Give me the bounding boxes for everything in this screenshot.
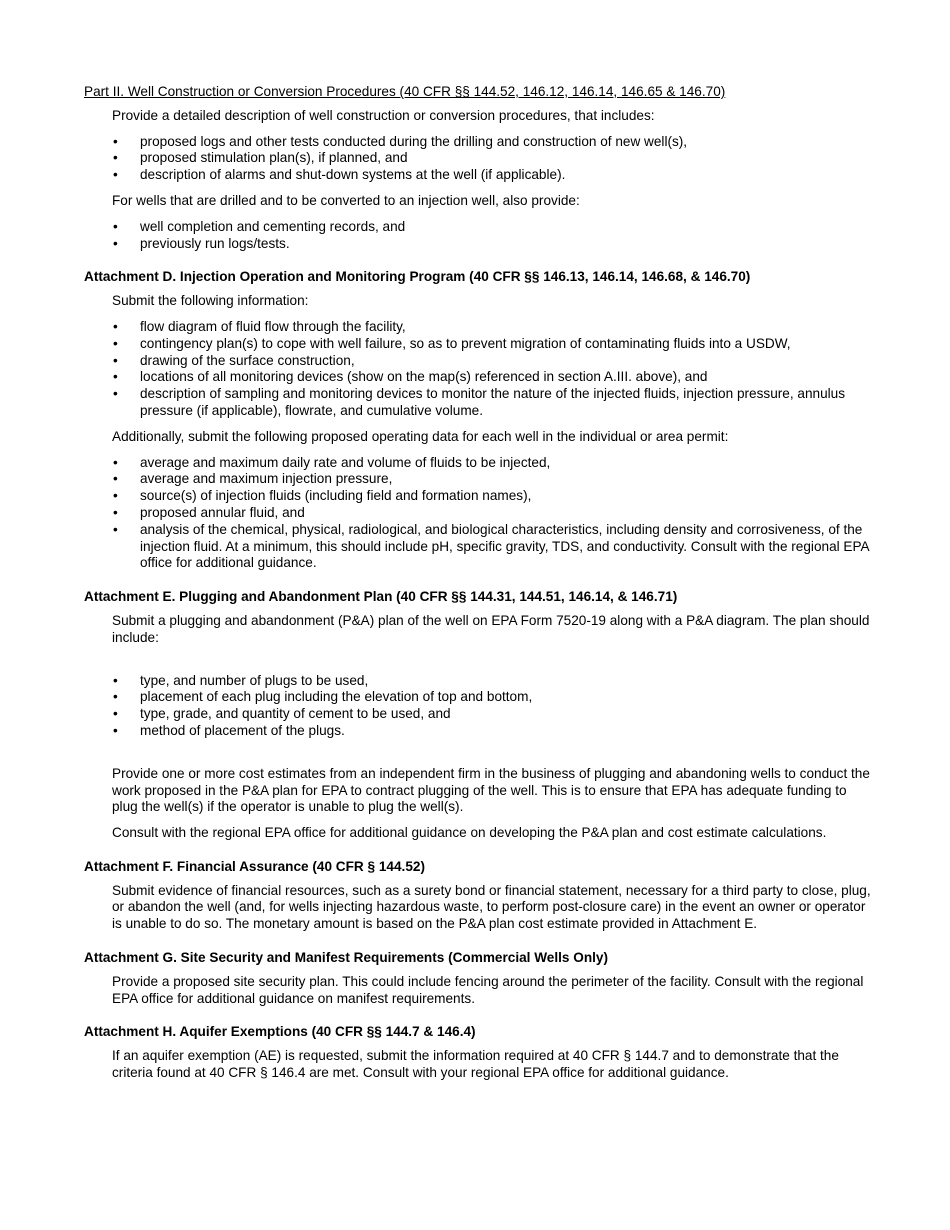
list-item: • source(s) of injection fluids (including field and formation names),: [84, 488, 874, 505]
attachment-d-intro: Submit the following information:: [112, 293, 309, 309]
attachment-e-heading: Attachment E. Plugging and Abandonment Plan (40 CFR §§ 144.31, 144.51, 146.14, & 146.71): [84, 589, 678, 605]
list-item: • proposed logs and other tests conducted during the drilling and construction of new well(s),: [84, 134, 874, 151]
list-item: • description of alarms and shut-down systems at the well (if applicable).: [84, 167, 874, 184]
attachment-d-list2: [84, 455, 874, 573]
attachment-e-consult-paragraph: Consult with the regional EPA office for additional guidance on developing the P&A plan and cost estimate calculations.: [112, 825, 827, 841]
list-item: • type, and number of plugs to be used,: [84, 673, 874, 690]
list-item: • type, grade, and quantity of cement to be used, and: [84, 706, 874, 723]
list-item: • placement of each plug including the elevation of top and bottom,: [84, 689, 874, 706]
list-item: • description of sampling and monitoring devices to monitor the nature of the injected fluids, injection pressure, annulus pressure (if applicable), flowrate, and cumulative volume.: [84, 386, 874, 420]
list-item: • average and maximum daily rate and volume of fluids to be injected,: [84, 455, 874, 472]
list-item: • contingency plan(s) to cope with well failure, so as to prevent migration of contaminating fluids into a USDW,: [84, 336, 874, 353]
attachment-e-list: [84, 673, 874, 740]
attachment-e-cost-estimate-paragraph: Provide one or more cost estimates from an independent firm in the business of plugging and abandoning wells to conduct the work proposed in the P&A plan for EPA to contract plugging of the well. This is to ensure that EPA has adequate funding to plug the well(s) if the operator is unable to plug the well(s).: [112, 765, 870, 815]
attachment-h-heading: Attachment H. Aquifer Exemptions (40 CFR §§ 144.7 & 146.4): [84, 1024, 476, 1040]
attachment-d-list: [84, 319, 874, 420]
part2-heading: Part II. Well Construction or Conversion Procedures (40 CFR §§ 144.52, 146.12, 146.14, 146.65 & 146.70): [84, 84, 726, 99]
list-item: • drawing of the surface construction,: [84, 353, 874, 370]
attachment-d-heading: Attachment D. Injection Operation and Monitoring Program (40 CFR §§ 146.13, 146.14, 146.68, & 146.70): [84, 269, 751, 285]
list-item: • well completion and cementing records, and: [84, 219, 874, 236]
attachment-g-body: Provide a proposed site security plan. This could include fencing around the perimeter of the facility. Consult with the regional EPA office for additional guidance on manifest requirements.: [112, 973, 864, 1006]
list-item: • locations of all monitoring devices (show on the map(s) referenced in section A.III. above), and: [84, 369, 874, 386]
attachment-f-heading: Attachment F. Financial Assurance (40 CFR § 144.52): [84, 858, 425, 874]
list-item: • analysis of the chemical, physical, radiological, and biological characteristics, including density and corrosiveness, of the injection fluid. At a minimum, this should include pH, specific gravity, TDS, and conductivity. Consult with the regional EPA office for additional guidance.: [84, 522, 874, 572]
part2-intro2: For wells that are drilled and to be converted to an injection well, also provide:: [112, 192, 580, 208]
part2-list2: [84, 219, 874, 253]
attachment-e-intro: Submit a plugging and abandonment (P&A) plan of the well on EPA Form 7520-19 along with a P&A diagram. The plan should include:: [112, 612, 870, 645]
part2-list: [84, 134, 874, 184]
list-item: • average and maximum injection pressure,: [84, 471, 874, 488]
document-page: [84, 84, 874, 1091]
list-item: • proposed annular fluid, and: [84, 505, 874, 522]
attachment-g-heading: Attachment G. Site Security and Manifest Requirements (Commercial Wells Only): [84, 950, 608, 966]
list-item: • previously run logs/tests.: [84, 236, 874, 253]
part2-intro: Provide a detailed description of well construction or conversion procedures, that includes:: [112, 107, 655, 123]
attachment-d-intro2: Additionally, submit the following proposed operating data for each well in the individual or area permit:: [112, 428, 729, 444]
attachment-f-body: Submit evidence of financial resources, such as a surety bond or financial statement, necessary for a third party to close, plug, or abandon the well (and, for wells injecting hazardous waste, to perform post-closure care) in the event an owner or operator is unable to do so. The monetary amount is based on the P&A plan cost estimate provided in Attachment E.: [112, 882, 871, 932]
list-item: • method of placement of the plugs.: [84, 723, 874, 740]
attachment-h-body: If an aquifer exemption (AE) is requested, submit the information required at 40 CFR § 144.7 and to demonstrate that the criteria found at 40 CFR § 146.4 are met. Consult with your regional EPA office for additional guidance.: [112, 1048, 839, 1081]
list-item: • flow diagram of fluid flow through the facility,: [84, 319, 874, 336]
list-item: • proposed stimulation plan(s), if planned, and: [84, 150, 874, 167]
